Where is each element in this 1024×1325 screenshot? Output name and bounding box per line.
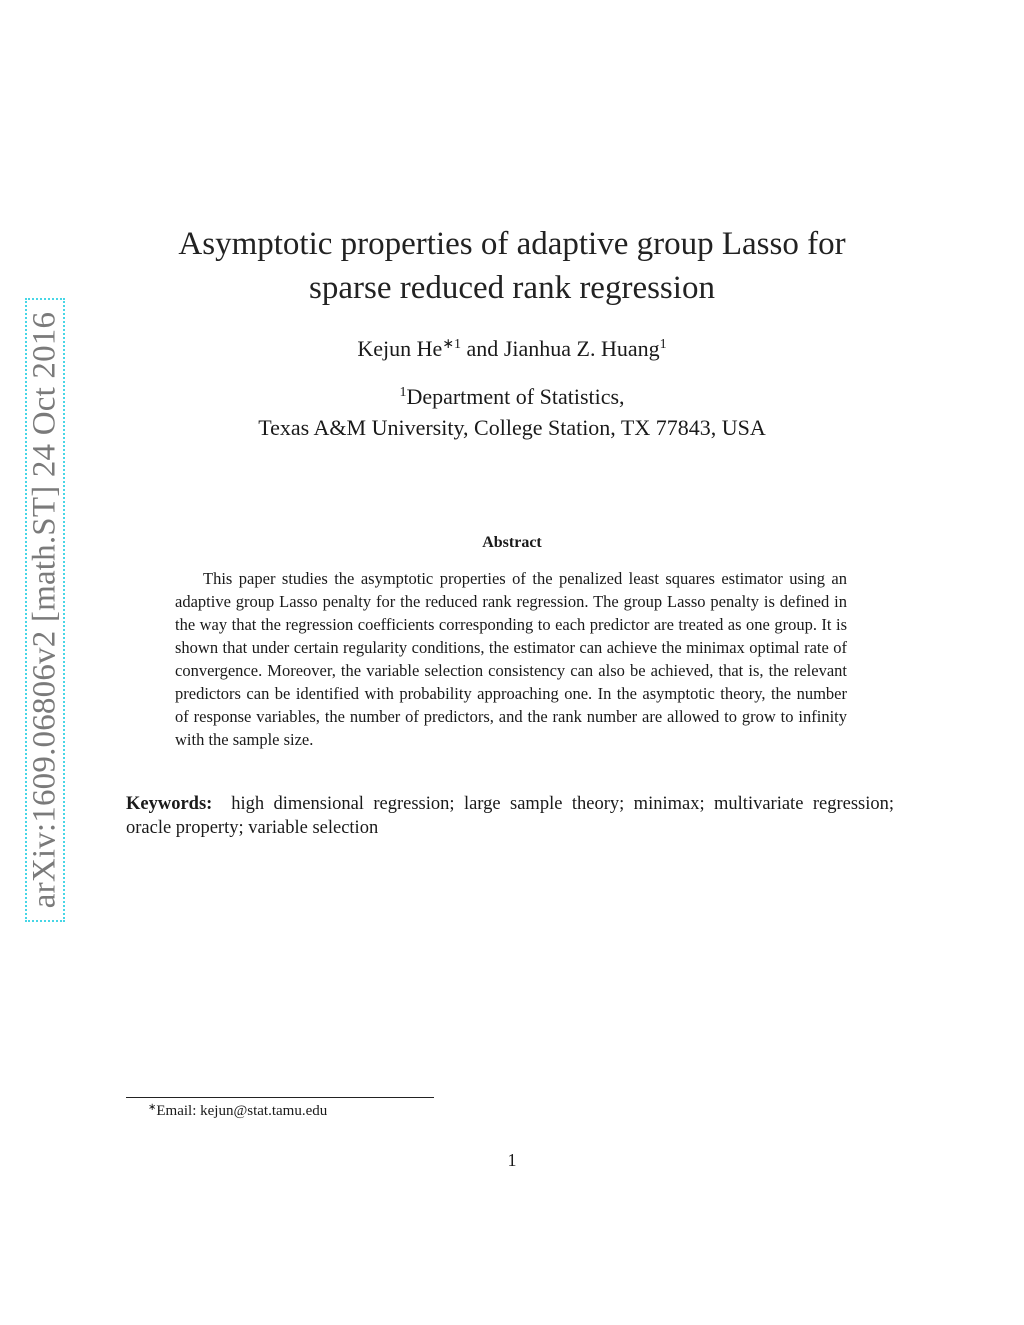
title-line-1: Asymptotic properties of adaptive group Lasso for [178,226,846,262]
title-line-2: sparse reduced rank regression [309,270,715,306]
footnote-rule [126,1097,434,1098]
arxiv-identifier: arXiv:1609.06806v2 [math.ST] 24 Oct 2016 [26,311,63,909]
paper-title [0,222,1024,310]
keywords-label: Keywords: [126,794,213,814]
footnote-email: Email: kejun@stat.tamu.edu [156,1103,328,1119]
affiliation-line-1: Department of Statistics, [406,384,625,409]
author-2-mark: 1 [659,337,667,352]
author-1-mark: ∗1 [442,337,462,352]
affiliation [0,381,1024,443]
abstract-heading: Abstract [482,534,542,551]
author-list [0,334,1024,364]
author-conjunction: and [461,336,504,361]
author-2-name: Jianhua Z. Huang [503,336,660,361]
author-1-name: Kejun He [357,336,443,361]
affiliation-mark: 1 [399,385,407,400]
page-number: 1 [507,1150,517,1170]
abstract-text: This paper studies the asymptotic properties of the penalized least squares estimator using an adaptive group Lasso penalty for the reduced rank regression. The group Lasso penalty is defined in the way that the regression coefficients corresponding to each predictor are treated as one group. It is shown that under certain regularity conditions, the estimator can achieve the minimax optimal rate of convergence. Moreover, the variable selection consistency can also be achieved, that is, the relevant predictors can be identified with probability approaching one. In the asymptotic theory, the number of response variables, the number of predictors, and the rank number are allowed to grow to infinity with the sample size. [175,569,847,749]
footnote-mark: ∗ [148,1102,157,1113]
affiliation-line-2: Texas A&M University, College Station, TX 77843, USA [258,415,766,440]
keywords [126,792,894,840]
footnote [148,1101,327,1121]
keywords-text: high dimensional regression; large sample theory; minimax; multivariate regression; oracle property; variable selection [126,794,895,838]
